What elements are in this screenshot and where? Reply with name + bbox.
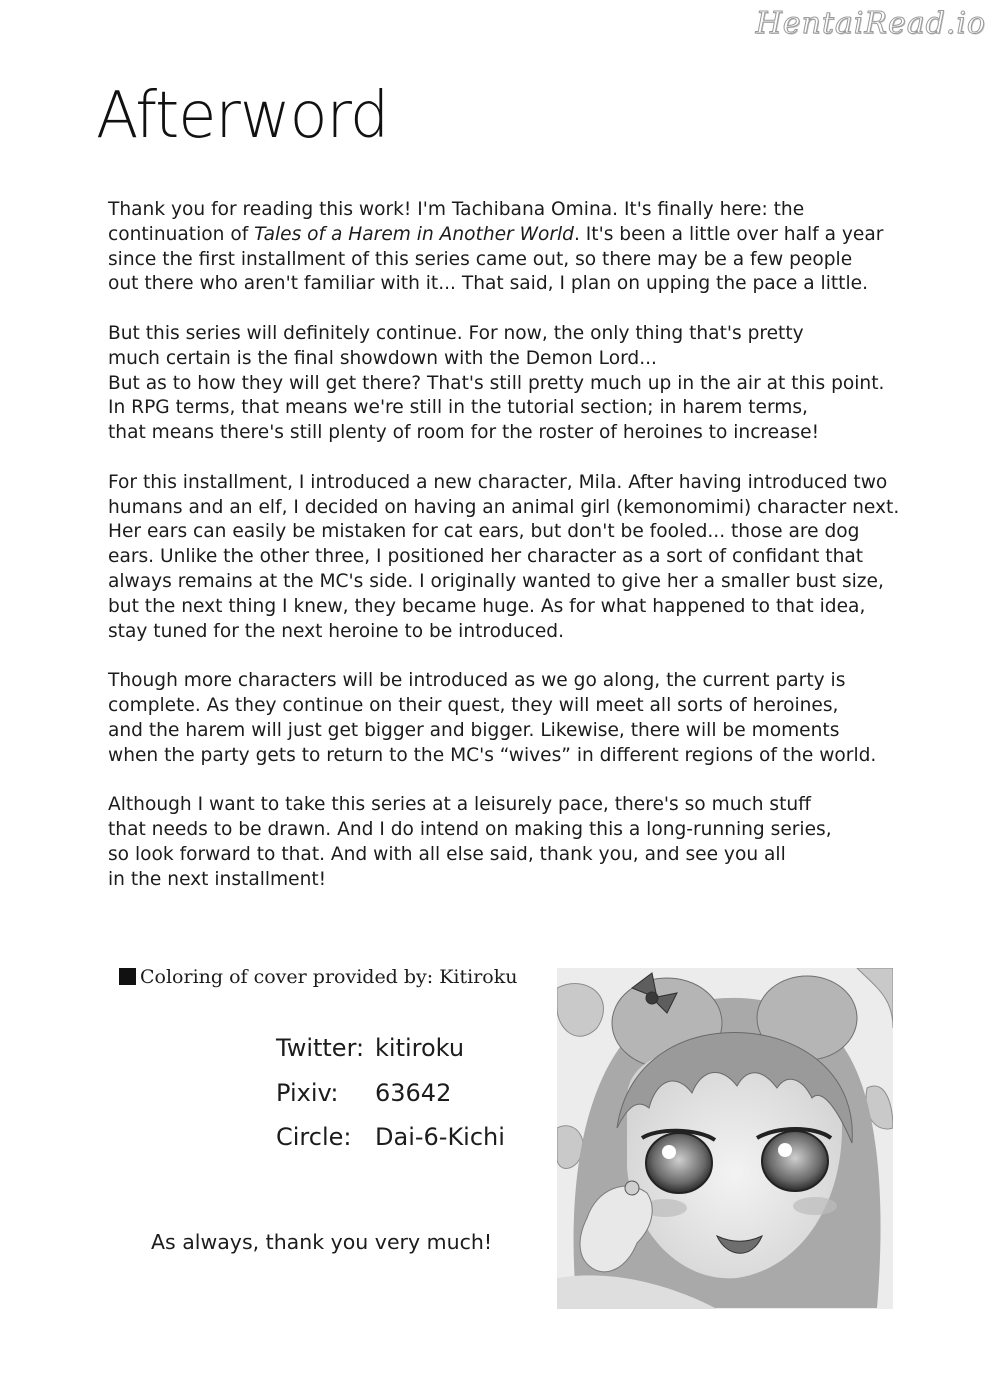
- text-line: [108, 868, 908, 893]
- text-segment: ears. Unlike the other three, I positioned her character as a sort of confidant that: [108, 546, 864, 568]
- closing-thanks: As always, thank you very much!: [151, 1230, 493, 1254]
- text-segment: much certain is the final showdown with the Demon Lord...: [108, 347, 657, 369]
- paragraph: [108, 793, 908, 892]
- text-line: [108, 248, 908, 273]
- info-value: Dai-6-Kichi: [375, 1123, 505, 1151]
- cover-coloring-credit: [119, 966, 517, 988]
- text-line: [108, 793, 908, 818]
- text-segment: continuation of: [108, 223, 255, 245]
- info-label: Pixiv:: [276, 1078, 339, 1107]
- site-watermark: HentaiRead.io: [755, 6, 986, 41]
- text-segment: For this installment, I introduced a new character, Mila. After having introduced two: [108, 471, 888, 493]
- text-segment: stay tuned for the next heroine to be introduced.: [108, 620, 564, 642]
- paragraph: [108, 198, 908, 297]
- text-segment: Although I want to take this series at a leisurely pace, there's so much stuff: [108, 794, 811, 816]
- illustration-drawing: [557, 968, 893, 1309]
- text-line: [108, 347, 908, 372]
- text-line: [108, 595, 908, 620]
- text-line: [108, 818, 908, 843]
- text-line: [108, 620, 908, 645]
- text-line: [108, 520, 908, 545]
- text-segment: in the next installment!: [108, 868, 327, 890]
- text-line: [108, 396, 908, 421]
- text-segment: so look forward to that. And with all else said, thank you, and see you all: [108, 843, 786, 865]
- text-line: [108, 372, 908, 397]
- anime-girl-illustration: [557, 968, 893, 1309]
- text-segment: In RPG terms, that means we're still in the tutorial section; in harem terms,: [108, 397, 808, 419]
- paragraph: [108, 669, 908, 768]
- info-value: kitiroku: [375, 1034, 465, 1062]
- info-label: Circle:: [276, 1123, 352, 1151]
- text-line: [108, 843, 908, 868]
- text-line: [108, 198, 908, 223]
- page-title: Afterword: [96, 76, 389, 153]
- paragraph: [108, 322, 908, 446]
- text-segment: humans and an elf, I decided on having an animal girl (kemonomimi) character next.: [108, 496, 900, 518]
- text-segment: that means there's still plenty of room for the roster of heroines to increase!: [108, 422, 820, 444]
- afterword-body: [108, 198, 908, 917]
- artist-info: [276, 1034, 505, 1168]
- text-line: [108, 744, 908, 769]
- text-line: [108, 421, 908, 446]
- text-segment: . It's been a little over half a year: [573, 223, 884, 245]
- credit-text: Coloring of cover provided by: Kitiroku: [140, 966, 518, 988]
- text-segment: since the first installment of this series came out, so there may be a few people: [108, 248, 853, 270]
- text-segment: always remains at the MC's side. I originally wanted to give her a smaller bust size,: [108, 570, 884, 592]
- text-line: [108, 223, 908, 248]
- text-segment: But this series will definitely continue. For now, the only thing that's pretty: [108, 322, 804, 344]
- info-value: 63642: [375, 1078, 452, 1107]
- italic-title: Tales of a Harem in Another World: [254, 223, 574, 245]
- text-line: [108, 669, 908, 694]
- text-segment: but the next thing I knew, they became huge. As for what happened to that idea,: [108, 595, 866, 617]
- text-segment: Though more characters will be introduced as we go along, the current party is: [108, 670, 846, 692]
- text-segment: But as to how they will get there? That's still pretty much up in the air at this point.: [108, 372, 885, 394]
- text-line: [108, 272, 908, 297]
- text-line: [108, 545, 908, 570]
- text-segment: and the harem will just get bigger and bigger. Likewise, there will be moments: [108, 719, 840, 741]
- text-line: [108, 719, 908, 744]
- text-line: [108, 471, 908, 496]
- paragraph: [108, 471, 908, 645]
- text-segment: that needs to be drawn. And I do intend on making this a long-running series,: [108, 818, 832, 840]
- info-row-pixiv: [276, 1079, 505, 1124]
- text-segment: Her ears can easily be mistaken for cat ears, but don't be fooled... those are dog: [108, 521, 860, 543]
- text-segment: complete. As they continue on their quest, they will meet all sorts of heroines,: [108, 694, 839, 716]
- text-segment: out there who aren't familiar with it... That said, I plan on upping the pace a little.: [108, 273, 868, 295]
- info-row-twitter: [276, 1034, 505, 1079]
- text-line: [108, 570, 908, 595]
- text-segment: when the party gets to return to the MC's “wives” in different regions of the world.: [108, 744, 877, 766]
- text-line: [108, 322, 908, 347]
- text-segment: Thank you for reading this work! I'm Tachibana Omina. It's finally here: the: [108, 199, 805, 220]
- info-row-circle: [276, 1123, 505, 1168]
- text-line: [108, 496, 908, 521]
- bullet-square-icon: [119, 968, 136, 985]
- text-line: [108, 694, 908, 719]
- info-label: Twitter:: [276, 1034, 365, 1062]
